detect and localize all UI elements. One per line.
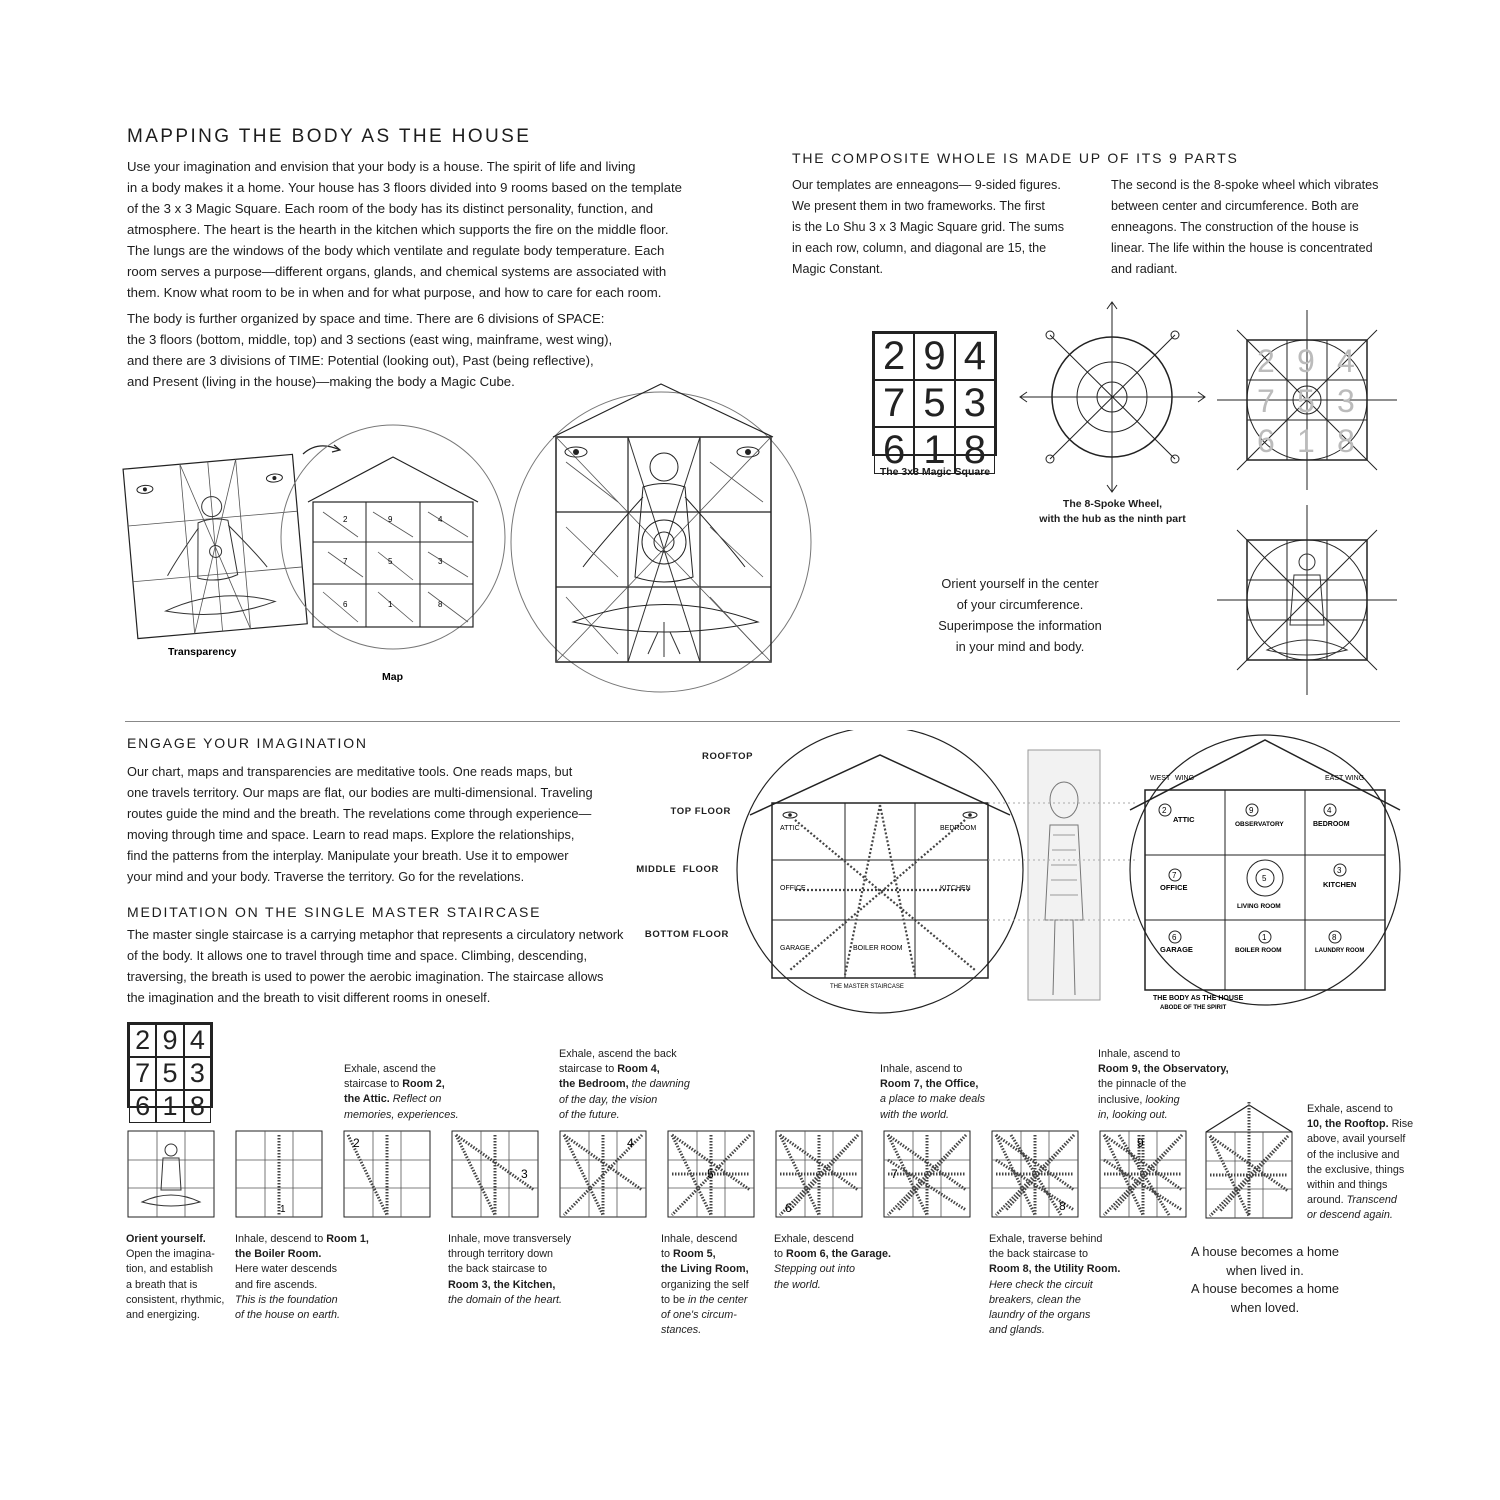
magic-square-cell: 2 <box>129 1024 156 1057</box>
wing-label: EAST WING <box>1325 775 1365 782</box>
caption-map: Map <box>382 671 403 683</box>
caption-transparency: Transparency <box>168 646 237 658</box>
text-line: of one's circum- <box>661 1309 737 1322</box>
step-caption-10 <box>1307 1102 1417 1224</box>
text-line: Exhale, ascend the <box>344 1063 436 1075</box>
magic-square-cell: 8 <box>184 1090 211 1123</box>
room-label: BOILER ROOM <box>853 945 903 952</box>
text-line: of the inclusive and <box>1307 1148 1400 1161</box>
text-line: Open the imagina- <box>126 1248 215 1261</box>
step-number: 7 <box>891 1167 898 1181</box>
master-staircase-houses <box>735 730 1405 1020</box>
step-thumbnail-5 <box>667 1130 755 1218</box>
text-line: the back staircase to <box>989 1248 1089 1261</box>
text-line: Exhale, traverse behind <box>989 1233 1103 1245</box>
text-span: Room 1, <box>326 1233 369 1245</box>
text-line: of the house on earth. <box>235 1309 341 1322</box>
text-line: Inhale, move transversely <box>448 1233 572 1245</box>
ghost-digit: 8 <box>1337 423 1355 459</box>
text-line: them. Know what room to be in when and for what purpose, and how to care for each room. <box>127 285 662 300</box>
transparency-illustration <box>123 454 307 638</box>
text-line: of the day, the vision <box>559 1093 658 1106</box>
text-line: consistent, rhythmic, <box>126 1293 225 1306</box>
step-caption-4 <box>559 1047 699 1123</box>
step-thumbnail-0 <box>127 1130 215 1218</box>
text-span: to <box>661 1248 674 1261</box>
text-line: with the world. <box>880 1108 950 1121</box>
room-label: GARAGE <box>780 945 810 952</box>
text-line: of the body. It allows one to travel through time and space. Climbing, descending, <box>127 948 588 963</box>
text-line: atmosphere. The heart is the hearth in the kitchen which supports the fire on the middle floor. <box>127 222 669 237</box>
step-thumbnail-6 <box>775 1130 863 1218</box>
text-line: organizing the self <box>661 1278 749 1291</box>
text-line: A house becomes a home <box>1191 1244 1339 1259</box>
map-room-number: 1 <box>388 600 393 609</box>
text-line: Room 7, the Office, <box>880 1078 979 1091</box>
step-number: 8 <box>1059 1199 1066 1213</box>
text-span: to be <box>661 1293 689 1306</box>
magic-square-cell: 9 <box>156 1024 183 1057</box>
step-thumbnail-4 <box>559 1130 647 1218</box>
text-line: Our chart, maps and transparencies are meditative tools. One reads maps, but <box>127 764 573 779</box>
text-line: in a body makes it a home. Your house has 3 floors divided into 9 rooms based on the template <box>127 180 682 195</box>
superimposed-body-figure <box>1212 500 1402 700</box>
text-line: moving through time and space. Learn to read maps. Explore the relationships, <box>127 827 575 842</box>
text-line: stances. <box>661 1324 702 1337</box>
room-label: BOILER ROOM <box>1235 947 1282 954</box>
text-line: in, looking out. <box>1098 1108 1168 1121</box>
house-subtitle: ABODE OF THE SPIRIT <box>1160 1005 1227 1011</box>
map-room-number: 4 <box>438 515 443 524</box>
text-span: Room 6, the Garage. <box>786 1248 892 1261</box>
floor-label-rooftop: ROOFTOP <box>702 751 753 762</box>
magic-square-cell: 6 <box>874 427 914 474</box>
text-line: Our templates are enneagons— 9-sided figures. <box>792 178 1061 192</box>
caption-magic-square: The 3x3 Magic Square <box>879 466 991 478</box>
room-number: 8 <box>1332 933 1337 942</box>
magic-square-cell: 8 <box>955 427 995 474</box>
step-caption-8 <box>989 1232 1139 1338</box>
engage-paragraph <box>127 761 657 887</box>
text-line: laundry of the organs <box>989 1309 1091 1322</box>
step-number: 6 <box>785 1201 792 1215</box>
step-caption-2 <box>344 1062 474 1123</box>
room-label: OBSERVATORY <box>1235 821 1284 828</box>
magic-square-cell: 3 <box>955 380 995 427</box>
text-line: and fire ascends. <box>235 1278 318 1291</box>
magic-square-cell: 1 <box>914 427 954 474</box>
master-staircase-house <box>737 730 1023 1013</box>
section-title-composite: THE COMPOSITE WHOLE IS MADE UP OF ITS 9 PARTS <box>792 150 1239 166</box>
text-line: of the 3 x 3 Magic Square. Each room of the body has its distinct personality, function, and <box>127 201 654 216</box>
text-span: the dawning <box>628 1078 690 1091</box>
magic-square-cell: 3 <box>184 1057 211 1090</box>
room-label: BEDROOM <box>1313 821 1350 828</box>
text-line: We present them in two frameworks. The first <box>792 199 1045 213</box>
text-line: and glands. <box>989 1324 1045 1337</box>
text-span: 10, the Rooftop. <box>1307 1118 1389 1131</box>
ghost-digit: 4 <box>1337 343 1355 379</box>
floor-label-top: TOP FLOOR <box>670 806 731 817</box>
map-room-number: 5 <box>388 557 393 566</box>
room-label: LIVING ROOM <box>1237 903 1281 910</box>
closing-text <box>1170 1243 1360 1317</box>
text-line: when lived in. <box>1226 1262 1304 1278</box>
step-caption-7 <box>880 1062 1020 1123</box>
text-line: of the future. <box>559 1108 620 1121</box>
text-line: the pinnacle of the <box>1098 1078 1187 1091</box>
text-span: Inhale, descend to <box>235 1233 327 1245</box>
transparency-map-illustrations <box>118 372 838 702</box>
text-line: in each row, column, and diagonal are 15, the <box>792 241 1047 255</box>
step-caption-1 <box>235 1232 385 1323</box>
text-span: Reflect on <box>389 1093 442 1106</box>
step-caption-0 <box>126 1232 231 1323</box>
text-line: Exhale, ascend the back <box>559 1048 677 1060</box>
text-line: Superimpose the information <box>938 618 1102 633</box>
anatomy-strip <box>1028 750 1100 1000</box>
magic-square-cell: 1 <box>156 1090 183 1123</box>
composite-column-1 <box>792 175 1092 280</box>
caption-eight-spoke-wheel <box>1020 497 1205 527</box>
floor-label-bottom: BOTTOM FLOOR <box>644 929 729 940</box>
step-caption-6 <box>774 1232 914 1293</box>
step-caption-3 <box>448 1232 608 1308</box>
magic-square-cell: 4 <box>184 1024 211 1057</box>
text-line: within and things <box>1307 1179 1388 1192</box>
text-span: staircase to <box>559 1063 618 1076</box>
text-line: Here water descends <box>235 1263 338 1276</box>
room-number: 4 <box>1327 806 1332 815</box>
map-room-number: 8 <box>438 600 443 609</box>
text-line: or descend again. <box>1307 1209 1393 1222</box>
text-span: Rise <box>1388 1118 1414 1131</box>
text-line: traversing, the breath is used to power the aerobic imagination. The staircase allows <box>127 969 604 984</box>
room-label: OFFICE <box>1160 883 1188 892</box>
magic-square-cell: 9 <box>914 333 954 380</box>
text-line: a place to make deals <box>880 1093 986 1106</box>
text-line: above, avail yourself <box>1307 1133 1406 1146</box>
floor-label-middle: MIDDLE FLOOR <box>636 864 719 875</box>
text-line: one travels territory. Our maps are flat, our bodies are multi-dimensional. Traveling <box>127 785 593 800</box>
text-span: Transcend <box>1346 1194 1397 1207</box>
text-line: and energizing. <box>126 1309 200 1322</box>
text-line: find the patterns from the interplay. Manipulate your breath. Use it to empower <box>127 848 569 863</box>
text-line: the imagination and the breath to visit different rooms in oneself. <box>127 990 491 1005</box>
ghost-digit: 3 <box>1337 383 1355 419</box>
arrow-icon <box>303 446 340 454</box>
text-span: inclusive, <box>1098 1093 1146 1106</box>
wing-label: WEST <box>1150 775 1171 782</box>
step-number: 5 <box>707 1167 714 1181</box>
text-line: The second is the 8-spoke wheel which vibrates <box>1111 178 1379 192</box>
text-line: room serves a purpose—different organs, glands, and chemical systems are associated with <box>127 264 667 279</box>
text-span: around. <box>1307 1194 1347 1207</box>
text-line: The master single staircase is a carrying metaphor that represents a circulatory network <box>127 927 624 942</box>
text-line: the Living Room, <box>661 1263 749 1276</box>
ghost-digit: 7 <box>1257 383 1275 419</box>
text-line: and Present (living in the house)—making the body a Magic Cube. <box>127 374 515 389</box>
room-label: OFFICE <box>780 885 806 892</box>
magic-square-cell: 4 <box>955 333 995 380</box>
step-number: 1 <box>280 1204 286 1215</box>
room-number: 7 <box>1172 871 1177 880</box>
text-span: staircase to <box>344 1078 403 1091</box>
map-room-number: 7 <box>343 557 348 566</box>
staircase-paragraph <box>127 924 667 1008</box>
text-line: when loved. <box>1230 1299 1300 1315</box>
room-label: BEDROOM <box>940 825 977 832</box>
text-line: A house becomes a home <box>1191 1281 1339 1296</box>
text-line: Inhale, ascend to <box>880 1063 963 1075</box>
combined-square-wheel <box>1212 305 1402 495</box>
step-number: 2 <box>353 1136 360 1150</box>
magic-square-cell: 2 <box>874 333 914 380</box>
text-line: Stepping out into <box>774 1263 856 1276</box>
magic-square-small <box>127 1022 213 1121</box>
room-label: THE MASTER STAIRCASE <box>830 984 904 990</box>
step-thumbnail-7 <box>883 1130 971 1218</box>
section-divider <box>125 721 1400 722</box>
text-span: to <box>774 1248 787 1261</box>
step-number: 4 <box>627 1136 634 1150</box>
caption-line: The 8-Spoke Wheel, <box>1062 498 1163 510</box>
eight-spoke-wheel <box>1015 297 1215 497</box>
magic-square-cell: 6 <box>129 1090 156 1123</box>
step-caption-9 <box>1098 1047 1238 1123</box>
text-line: Exhale, ascend to <box>1307 1103 1393 1115</box>
text-line: the 3 floors (bottom, middle, top) and 3 sections (east wing, mainframe, west wing), <box>127 332 613 347</box>
text-line: is the Lo Shu 3 x 3 Magic Square grid. The sums <box>792 220 1065 234</box>
magic-square-cell: 5 <box>156 1057 183 1090</box>
step-thumbnail-2 <box>343 1130 431 1218</box>
room-number: 5 <box>1262 874 1267 883</box>
map-room-number: 2 <box>343 515 348 524</box>
ghost-digit: 9 <box>1297 343 1315 379</box>
text-line: the domain of the heart. <box>448 1293 563 1306</box>
room-label: KITCHEN <box>1323 880 1357 889</box>
room-label: ATTIC <box>1173 815 1195 824</box>
text-line: The lungs are the windows of the body which ventilate and regulate body temperature. Each <box>127 243 665 258</box>
text-line: a breath that is <box>126 1278 198 1291</box>
body-as-house-detailed <box>1130 735 1400 1011</box>
room-label: GARAGE <box>1160 945 1193 954</box>
caption-line: with the hub as the ninth part <box>1039 513 1186 525</box>
magic-square-cell: 7 <box>874 380 914 427</box>
text-line: Inhale, descend <box>661 1233 738 1245</box>
room-number: 3 <box>1337 866 1342 875</box>
large-house-illustration <box>511 384 811 692</box>
text-line: Room 3, the Kitchen, <box>448 1278 556 1291</box>
text-line: the Boiler Room. <box>235 1248 322 1261</box>
text-span: Room 5, <box>673 1248 716 1261</box>
text-span: Room 2, <box>402 1078 445 1091</box>
text-line: of your circumference. <box>956 597 1084 612</box>
composite-column-2 <box>1111 175 1411 280</box>
text-line: Room 9, the Observatory, <box>1098 1063 1229 1076</box>
text-span: the Attic. <box>344 1093 390 1106</box>
orient-text <box>905 573 1135 657</box>
text-line: Magic Constant. <box>792 262 883 276</box>
text-line: Exhale, descend <box>774 1233 854 1245</box>
ghost-digit: 6 <box>1257 423 1275 459</box>
house-title: THE BODY AS THE HOUSE <box>1153 995 1244 1002</box>
text-line: the exclusive, things <box>1307 1163 1405 1176</box>
text-line: Use your imagination and envision that your body is a house. The spirit of life and living <box>127 159 636 174</box>
mapping-paragraph-1 <box>127 156 767 303</box>
text-span: the Bedroom, <box>559 1078 629 1091</box>
step-thumbnail-9 <box>1099 1130 1187 1218</box>
step-number: 9 <box>1137 1136 1144 1150</box>
step-caption-5 <box>661 1232 771 1338</box>
text-line: between center and circumference. Both are <box>1111 199 1359 213</box>
section-title-mapping: MAPPING THE BODY AS THE HOUSE <box>127 126 532 147</box>
text-line: Orient yourself in the center <box>941 576 1099 591</box>
text-line: through territory down <box>448 1248 554 1261</box>
text-span: Room 4, <box>617 1063 660 1076</box>
room-label: LAUNDRY ROOM <box>1315 948 1365 954</box>
text-line: breakers, clean the <box>989 1293 1081 1306</box>
ghost-digit: 2 <box>1257 343 1275 379</box>
magic-square-cell: 5 <box>914 380 954 427</box>
step-thumbnail-3 <box>451 1130 539 1218</box>
ghost-digit: 5 <box>1297 383 1315 419</box>
text-line: the back staircase to <box>448 1263 548 1276</box>
section-title-staircase: MEDITATION ON THE SINGLE MASTER STAIRCASE <box>127 904 542 920</box>
text-line: and radiant. <box>1111 262 1178 276</box>
step-thumbnail-8 <box>991 1130 1079 1218</box>
wing-label: WING <box>1175 775 1195 782</box>
room-number: 1 <box>1262 933 1267 942</box>
map-house-illustration <box>281 425 505 649</box>
text-line: linear. The life within the house is concentrated <box>1111 241 1373 255</box>
text-line: Orient yourself. <box>126 1233 206 1245</box>
map-room-number: 3 <box>438 557 443 566</box>
ghost-digit: 1 <box>1297 423 1315 459</box>
text-line: The body is further organized by space and time. There are 6 divisions of SPACE: <box>127 311 605 326</box>
text-line: Here check the circuit <box>989 1278 1093 1291</box>
magic-square-cell: 7 <box>129 1057 156 1090</box>
map-room-number: 6 <box>343 600 348 609</box>
text-line: This is the foundation <box>235 1293 338 1306</box>
room-label: ATTIC <box>780 825 800 832</box>
text-line: the world. <box>774 1278 821 1291</box>
text-line: memories, experiences. <box>344 1108 459 1121</box>
text-line: and there are 3 divisions of TIME: Potential (looking out), Past (being reflective), <box>127 353 594 368</box>
map-room-number: 9 <box>388 515 393 524</box>
text-line: enneagons. The construction of the house is <box>1111 220 1359 234</box>
text-span: in the center <box>688 1293 748 1306</box>
room-number: 6 <box>1172 933 1177 942</box>
text-line: your mind and your body. Traverse the territory. Go for the revelations. <box>127 869 525 884</box>
text-span: looking <box>1145 1093 1180 1106</box>
section-title-engage: ENGAGE YOUR IMAGINATION <box>127 735 368 751</box>
text-line: tion, and establish <box>126 1263 214 1276</box>
room-number: 2 <box>1162 806 1167 815</box>
room-number: 9 <box>1249 806 1254 815</box>
room-label: KITCHEN <box>940 885 971 892</box>
text-line: Inhale, ascend to <box>1098 1048 1181 1060</box>
step-number: 3 <box>521 1167 528 1181</box>
step-thumbnail-1 <box>235 1130 323 1218</box>
text-line: Room 8, the Utility Room. <box>989 1263 1121 1276</box>
text-line: routes guide the mind and the breath. The revelations come through experience— <box>127 806 592 821</box>
text-line: in your mind and body. <box>955 639 1085 654</box>
